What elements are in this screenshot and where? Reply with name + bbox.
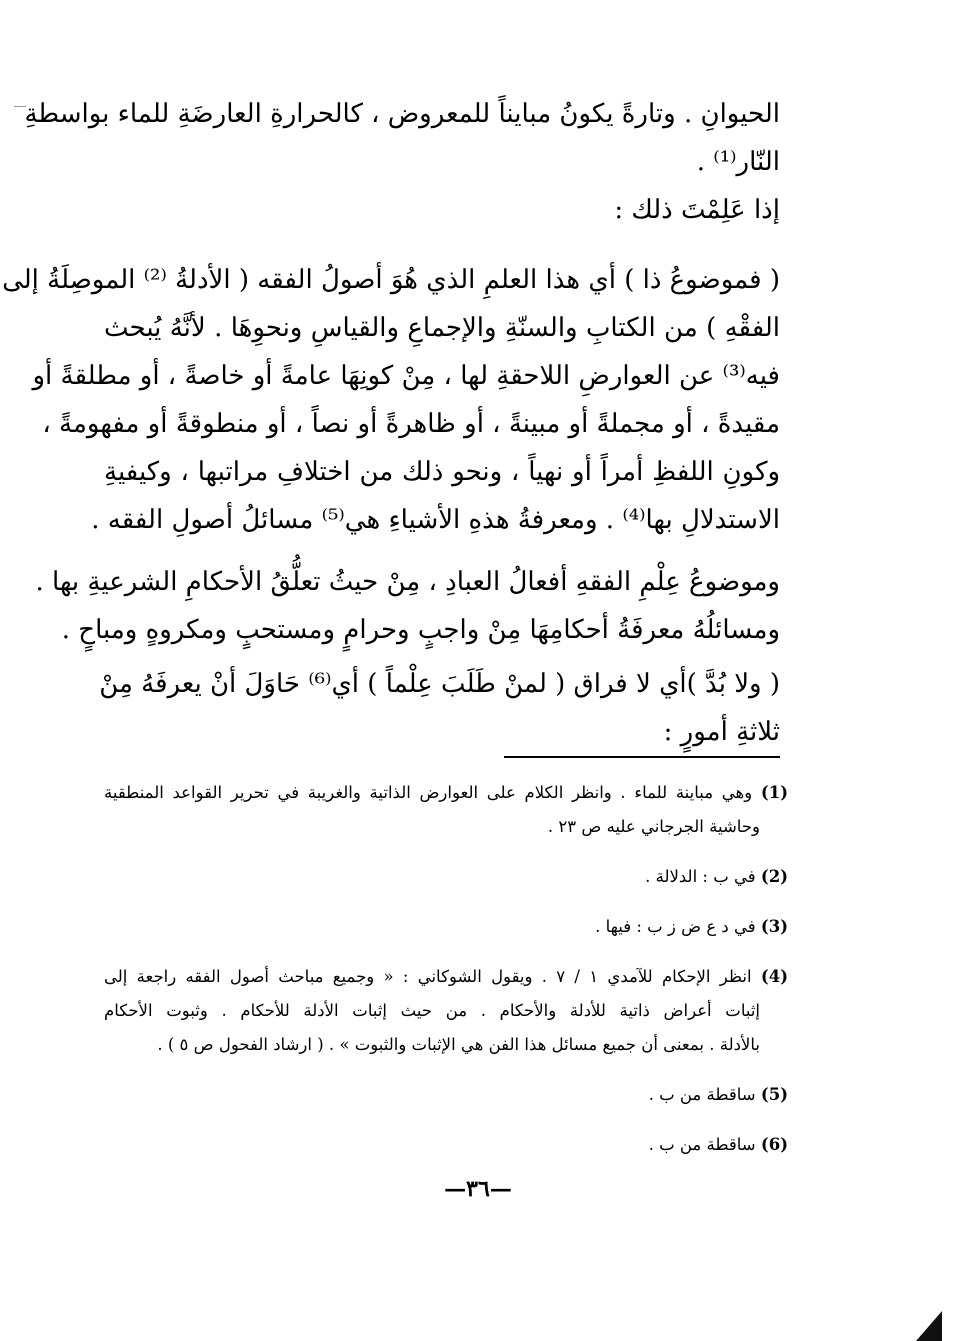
- main-text: [2, 90, 780, 756]
- page-corner-mark: [916, 1311, 942, 1341]
- text-line: مقيدةً ، أو مجملةً أو مبينةً ، أو ظاهرةً أو نصاً ، أو منطوقةً أو مفهومةً ،: [42, 409, 780, 439]
- footnote-text: ساقطة من ب .: [648, 1135, 756, 1154]
- text-line: ومسائلُهُ معرفَةُ أحكامِهَا مِنْ واجبٍ وحرامٍ ومستحبٍ ومكروهٍ ومباحٍ .: [61, 615, 780, 645]
- footnote: [104, 960, 788, 1062]
- footnotes: [104, 776, 788, 1162]
- text-line: ( فموضوعُ ذا ) أي هذا العلمِ الذي هُوَ أصولُ الفقه ( الأدلةُ ⁽²⁾ الموصِلَةُ إلى: [2, 265, 780, 295]
- footnote-text: وحاشية الجرجاني عليه ص ٢٣ .: [547, 817, 760, 836]
- text-line: ثلاثةِ أمورٍ :: [663, 717, 780, 747]
- footnote: [104, 776, 788, 844]
- text-line: الفقْهِ ) من الكتابِ والسنّةِ والإجماعِ والقياسِ ونحوِهَا . لأنَّهُ يُبحث: [104, 313, 780, 343]
- footnote-number: (5): [760, 1085, 788, 1104]
- footnote: [104, 860, 788, 894]
- text-line: إذا عَلِمْتَ ذلك :: [614, 195, 780, 225]
- footnote-text: وهي مباينة للماء . وانظر الكلام على العوارض الذاتية والغريبة في تحرير القواعد المنطقية: [104, 783, 753, 802]
- text-line: فيه⁽³⁾ عن العوارضِ اللاحقةِ لها ، مِنْ كونِهَا عامةً أو خاصةً ، أو مطلقةً أو: [32, 361, 780, 391]
- footnote-number: (6): [760, 1135, 788, 1154]
- footnote-separator: [504, 756, 780, 758]
- text-line: الحيوانِ . وتارةً يكونُ مبايناً للمعروض ، كالحرارةِ العارضَةِ للماء بواسطةِ: [24, 99, 780, 129]
- footnote-number: (3): [760, 917, 788, 936]
- footnote-number: (1): [760, 783, 788, 802]
- footnote-text: إثبات أعراض ذاتية للأدلة والأحكام . من حيث إثبات الأدلة للأحكام . وثبوت الأحكام: [104, 1001, 760, 1020]
- footnote-text: بالأدلة . بمعنى أن جميع مسائل هذا الفن هي الإثبات والثبوت » . ( ارشاد الفحول ص ٥ ) .: [157, 1035, 760, 1054]
- text-line: وكونِ اللفظِ أمراً أو نهياً ، ونحو ذلك من اختلافِ مراتبها ، وكيفيةِ: [104, 457, 780, 487]
- footnote: [104, 1128, 788, 1162]
- footnote-number: (4): [760, 967, 788, 986]
- text-line: الاستدلالِ بها⁽⁴⁾ . ومعرفةُ هذهِ الأشياءِ هي⁽⁵⁾ مسائلُ أصولِ الفقه .: [91, 505, 780, 535]
- footnote-text: انظر الإحكام للآمدي ١ / ٧ . ويقول الشوكاني : « وجميع مباحث أصول الفقه راجعة إلى: [104, 967, 752, 986]
- text-line: النّار⁽¹⁾ .: [696, 147, 780, 177]
- footnote-text: ساقطة من ب .: [648, 1085, 756, 1104]
- text-line: ( ولا بُدَّ )أي لا فراق ( لمنْ طَلَبَ عِلْماً ) أي⁽⁶⁾ حَاوَلَ أنْ يعرفَهُ مِنْ: [99, 669, 780, 699]
- footnote: [104, 910, 788, 944]
- footnote-text: في د ع ض ز ب : فيها .: [595, 917, 756, 936]
- footnote: [104, 1078, 788, 1112]
- footnote-number: (2): [760, 867, 788, 886]
- page-number: —٣٦—: [444, 1176, 512, 1202]
- footnote-text: في ب : الدلالة .: [645, 867, 756, 886]
- text-line: وموضوعُ عِلْمِ الفقهِ أفعالُ العبادِ ، مِنْ حيثُ تعلُّقُ الأحكامِ الشرعيةِ بها .: [35, 567, 780, 597]
